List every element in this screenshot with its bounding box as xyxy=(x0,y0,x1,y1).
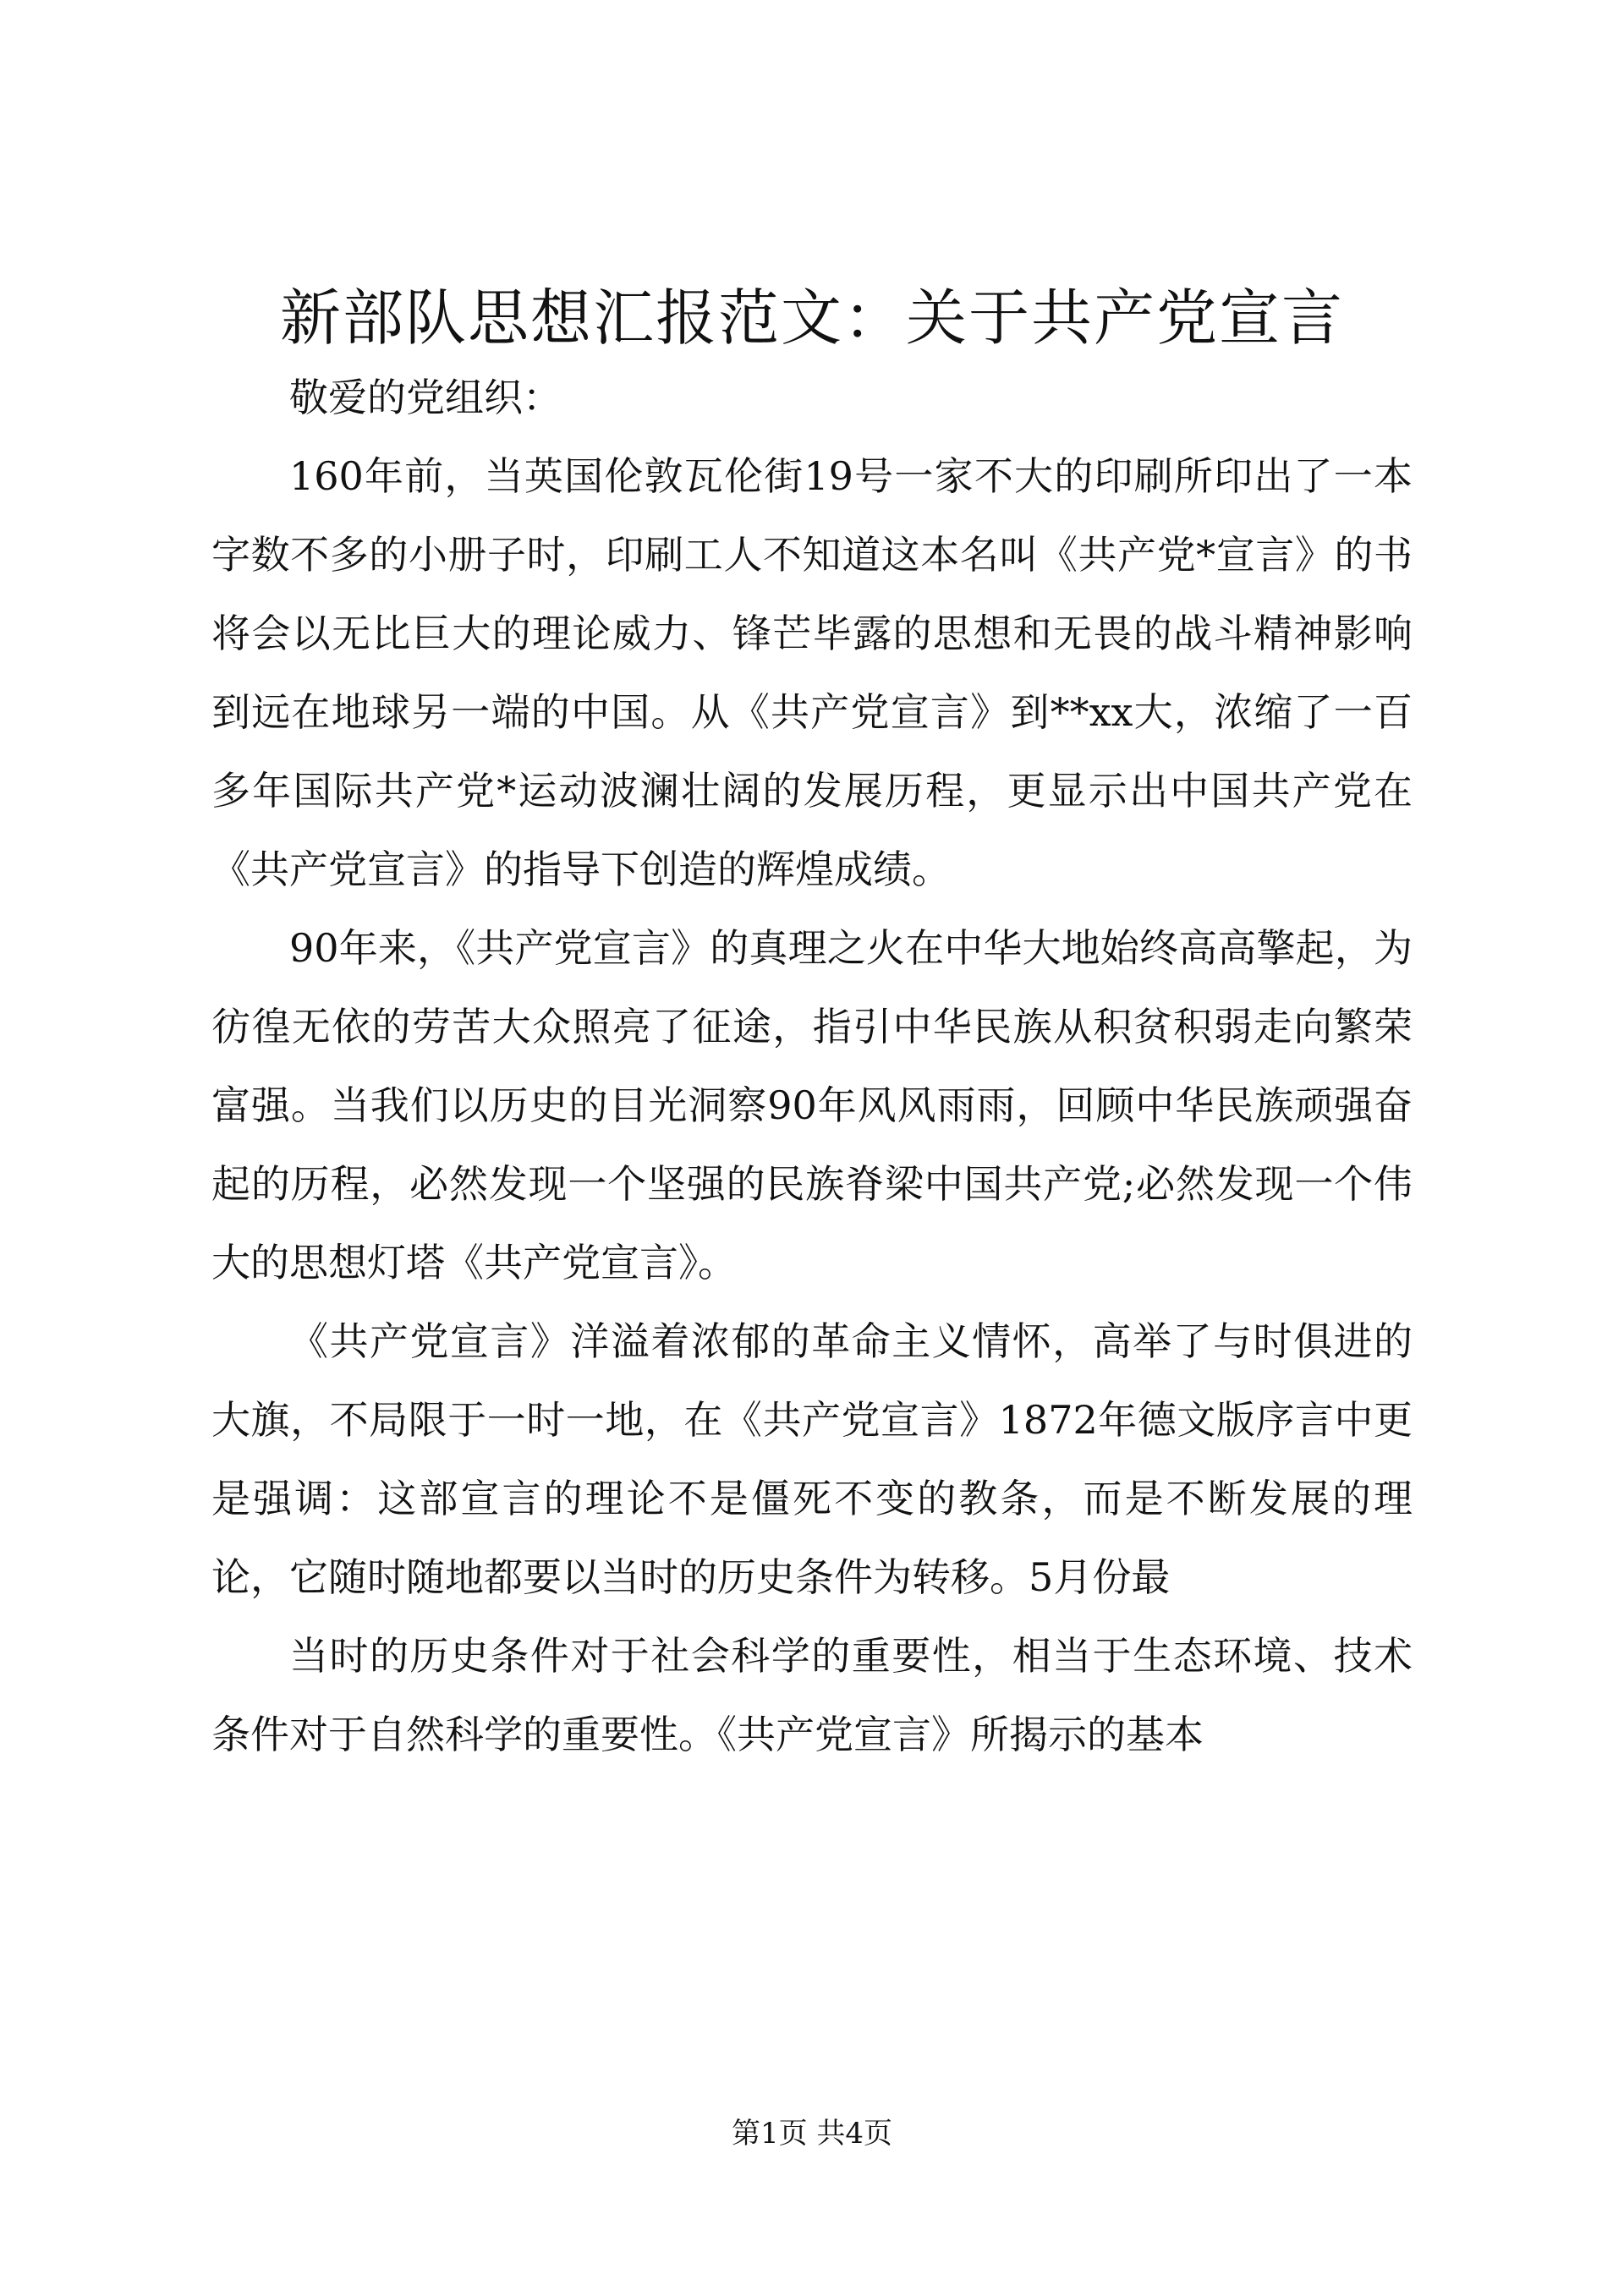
page-number-footer: 第1页 共4页 xyxy=(731,2117,893,2151)
body-paragraph: 当时的历史条件对于社会科学的重要性，相当于生态环境、技术条件对于自然科学的重要性。《共产党宣言》所揭示的基本 xyxy=(211,1633,1413,1757)
document-body xyxy=(211,359,1413,1774)
body-paragraph: 《共产党宣言》洋溢着浓郁的革命主义情怀，高举了与时俱进的大旗，不局限于一时一地，在《共产党宣言》1872年德文版序言中更是强调：这部宣言的理论不是僵死不变的教条，而是不断发展的理论，它随时随地都要以当时的历史条件为转移。5月份最 xyxy=(211,1318,1413,1600)
body-paragraph: 160年前，当英国伦敦瓦伦街19号一家不大的印刷所印出了一本字数不多的小册子时，印刷工人不知道这本名叫《共产党*宣言》的书将会以无比巨大的理论威力、锋芒毕露的思想和无畏的战斗精神影响到远在地球另一端的中国。从《共产党宣言》到**xx大，浓缩了一百多年国际共产党*运动波澜壮阔的发展历程，更显示出中国共产党在《共产党宣言》的指导下创造的辉煌成绩。 xyxy=(211,453,1413,892)
salutation: 敬爱的党组织： xyxy=(289,375,562,420)
document-title: 新部队思想汇报范文：关于共产党宣言 xyxy=(279,282,1344,353)
body-paragraph: 90年来，《共产党宣言》的真理之火在中华大地始终高高擎起，为彷徨无依的劳苦大众照亮了征途，指引中华民族从积贫积弱走向繁荣富强。当我们以历史的目光洞察90年风风雨雨，回顾中华民族顽强奋起的历程，必然发现一个坚强的民族脊梁中国共产党;必然发现一个伟大的思想灯塔《共产党宣言》。 xyxy=(211,925,1413,1285)
